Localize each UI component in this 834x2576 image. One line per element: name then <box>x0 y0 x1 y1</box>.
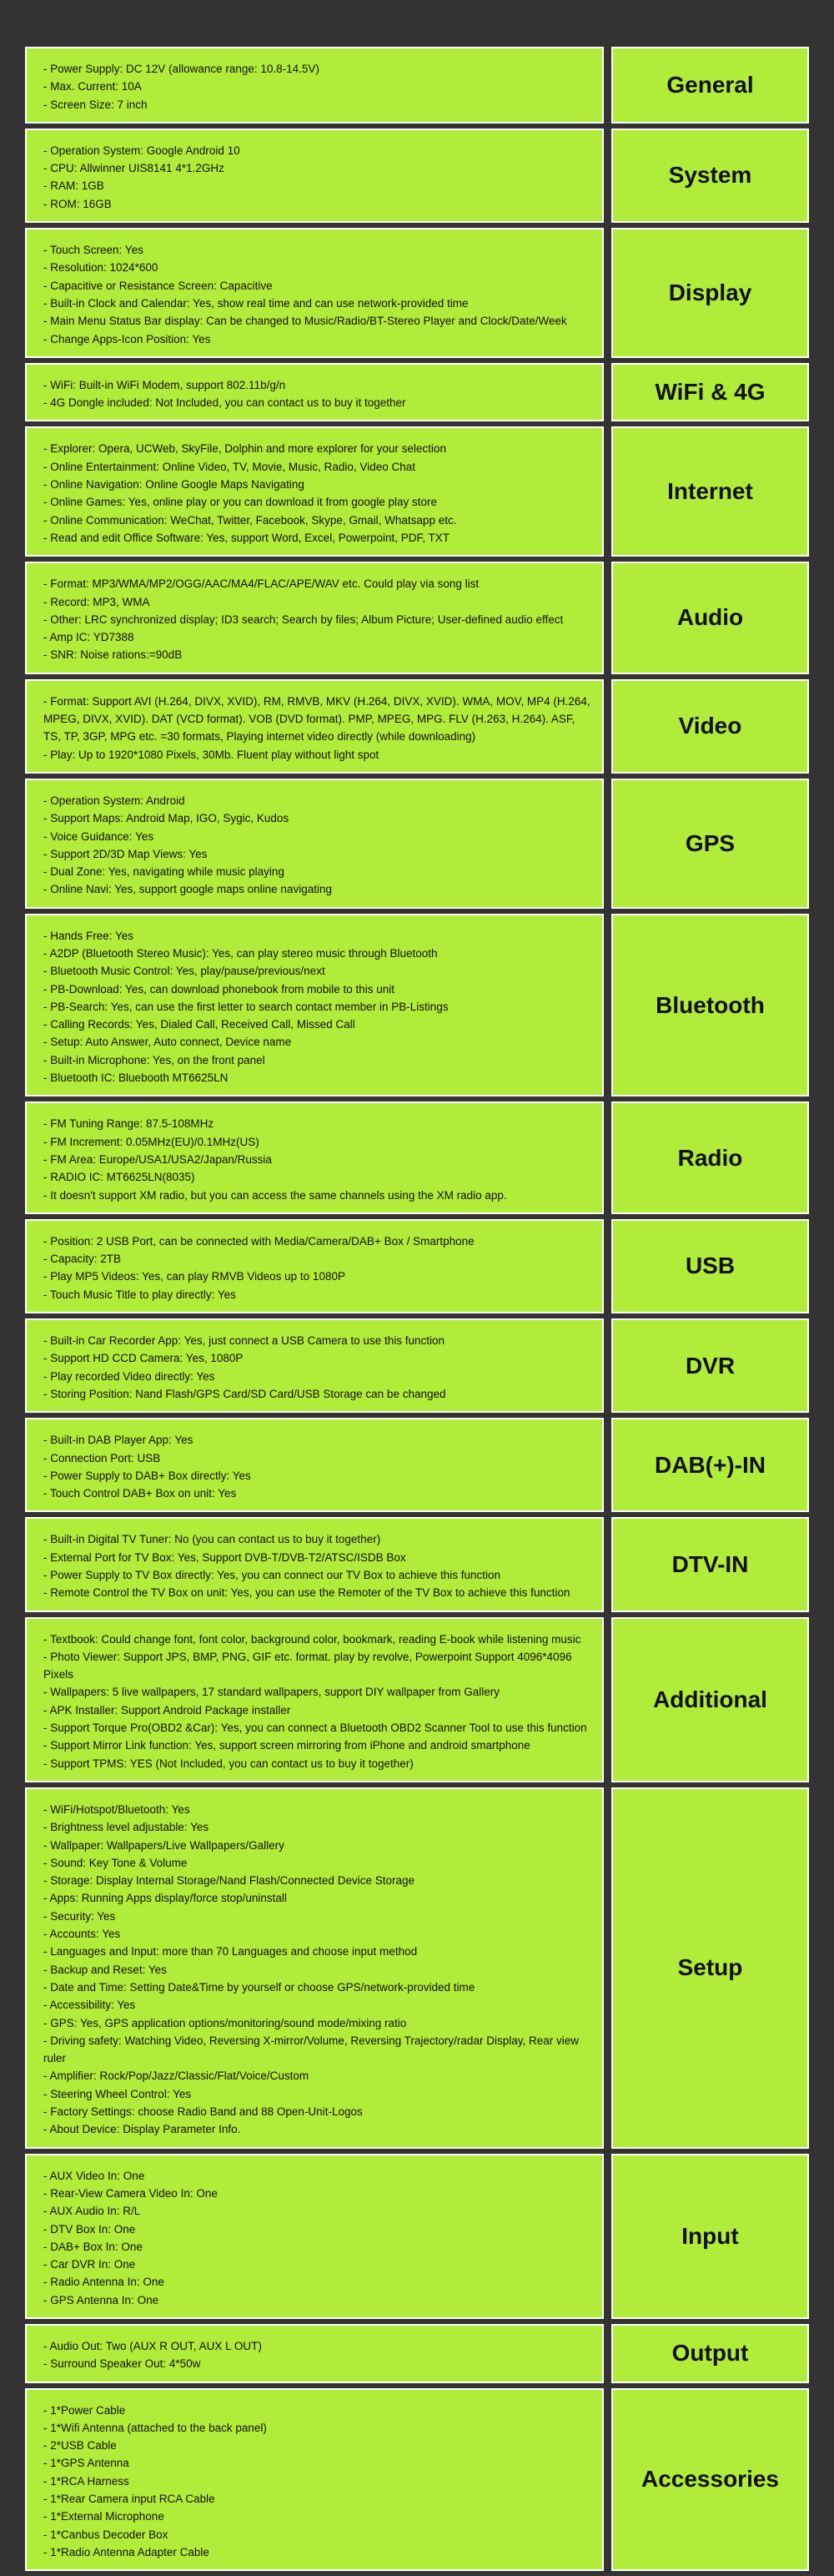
spec-line: - A2DP (Bluetooth Stereo Music): Yes, can play stereo music through Bluetooth <box>43 946 438 960</box>
spec-line: - 1*Radio Antenna Adapter Cable <box>43 2545 209 2558</box>
section-title: Additional <box>611 1617 809 1782</box>
spec-line: - 1*External Microphone <box>43 2510 164 2523</box>
spec-line: - Touch Screen: Yes <box>43 244 143 257</box>
section-title: GPS <box>611 779 809 909</box>
spec-line: - Radio Antenna In: One <box>43 2276 164 2289</box>
section-title: Accessories <box>611 2388 809 2572</box>
spec-line: - Record: MP3, WMA <box>43 595 150 608</box>
spec-line: - Security: Yes <box>43 1909 116 1923</box>
spec-line: - Car DVR In: One <box>43 2258 136 2271</box>
spec-line: - Support TPMS: YES (Not Included, you can contact us to buy it together) <box>43 1757 414 1770</box>
section-title: Audio <box>611 562 809 673</box>
spec-section <box>25 679 809 774</box>
spec-list <box>25 426 604 557</box>
spec-line: - Sound: Key Tone & Volume <box>43 1856 188 1869</box>
spec-line: - Format: MP3/WMA/MP2/OGG/AAC/MA4/FLAC/APE/WAV etc. Could play via song list <box>43 577 480 591</box>
spec-line: - 1*Canbus Decoder Box <box>43 2528 168 2541</box>
spec-section <box>25 2388 809 2572</box>
spec-line: - AUX Video In: One <box>43 2169 145 2182</box>
spec-line: - Brightness level adjustable: Yes <box>43 1821 209 1834</box>
section-title: DAB(+)-IN <box>611 1418 809 1512</box>
spec-line: - Support Maps: Android Map, IGO, Sygic, Kudos <box>43 812 289 825</box>
spec-list <box>25 1219 604 1313</box>
spec-section <box>25 914 809 1097</box>
spec-list <box>25 679 604 774</box>
spec-line: - Support Torque Pro(OBD2 &Car): Yes, you can connect a Bluetooth OBD2 Scanner Tool to use this function <box>43 1722 587 1735</box>
spec-line: - Operation System: Google Android 10 <box>43 144 240 157</box>
spec-line: - Wallpapers: 5 live wallpapers, 17 standard wallpapers, support DIY wallpaper from Gallery <box>43 1686 500 1699</box>
section-title: System <box>611 129 809 223</box>
spec-line: - Operation System: Android <box>43 794 185 807</box>
spec-line: - Play: Up to 1920*1080 Pixels, 30Mb. Fluent play without light spot <box>43 748 379 761</box>
section-title: Display <box>611 228 809 358</box>
spec-line: - WiFi/Hotspot/Bluetooth: Yes <box>43 1802 190 1816</box>
spec-list <box>25 363 604 422</box>
spec-line: - Online Communication: WeChat, Twitter, Facebook, Skype, Gmail, Whatsapp etc. <box>43 513 457 527</box>
spec-line: - Bluetooth Music Control: Yes, play/pause/previous/next <box>43 965 325 978</box>
spec-line: - PB-Search: Yes, can use the first letter to search contact member in PB-Listings <box>43 1000 449 1013</box>
spec-line: - Apps: Running Apps display/force stop/uninstall <box>43 1892 287 1905</box>
spec-line: - Other: LRC synchronized display; ID3 search; Search by files; Album Picture; User-defined audio effect <box>43 612 564 626</box>
spec-line: - Online Navigation: Online Google Maps Navigating <box>43 478 304 492</box>
spec-line: - Change Apps-Icon Position: Yes <box>43 332 211 345</box>
spec-line: - Position: 2 USB Port, can be connected with Media/Camera/DAB+ Box / Smartphone <box>43 1234 475 1248</box>
spec-line: - Screen Size: 7 inch <box>43 98 148 111</box>
spec-line: - Storing Position: Nand Flash/GPS Card/SD Card/USB Storage can be changed <box>43 1387 446 1400</box>
spec-section <box>25 1617 809 1782</box>
spec-line: - DTV Box In: One <box>43 2222 136 2236</box>
spec-line: - 1*GPS Antenna <box>43 2457 129 2470</box>
spec-sheet <box>25 47 809 2576</box>
section-title: WiFi & 4G <box>611 363 809 422</box>
spec-list <box>25 47 604 124</box>
spec-line: - 2*USB Cable <box>43 2439 117 2452</box>
spec-line: - Explorer: Opera, UCWeb, SkyFile, Dolphin and more explorer for your selection <box>43 442 446 456</box>
spec-line: - FM Increment: 0.05MHz(EU)/0.1MHz(US) <box>43 1135 259 1148</box>
spec-line: - Support HD CCD Camera: Yes, 1080P <box>43 1352 244 1365</box>
spec-line: - RAM: 1GB <box>43 179 104 193</box>
spec-line: - About Device: Display Parameter Info. <box>43 2123 241 2136</box>
spec-line: - Wallpaper: Wallpapers/Live Wallpapers/Gallery <box>43 1838 284 1852</box>
spec-section <box>25 129 809 223</box>
spec-line: - Audio Out: Two (AUX R OUT, AUX L OUT) <box>43 2339 262 2352</box>
spec-section <box>25 1418 809 1512</box>
spec-section <box>25 1787 809 2149</box>
spec-line: - Connection Port: USB <box>43 1451 161 1464</box>
spec-line: - Rear-View Camera Video In: One <box>43 2186 218 2200</box>
section-title: Output <box>611 2324 809 2383</box>
spec-line: - Steering Wheel Control: Yes <box>43 2087 192 2100</box>
spec-list <box>25 1617 604 1782</box>
spec-line: - Bluetooth IC: Bluebooth MT6625LN <box>43 1071 229 1085</box>
section-title: Setup <box>611 1787 809 2149</box>
spec-line: - Built-in Microphone: Yes, on the front panel <box>43 1053 265 1066</box>
section-title: DVR <box>611 1318 809 1413</box>
spec-section <box>25 779 809 909</box>
spec-line: - Built-in Digital TV Tuner: No (you can contact us to buy it together) <box>43 1533 381 1546</box>
spec-list <box>25 1517 604 1611</box>
spec-line: - Factory Settings: choose Radio Band and 88 Open-Unit-Logos <box>43 2105 363 2119</box>
spec-line: - Accessibility: Yes <box>43 1999 136 2012</box>
spec-line: - Date and Time: Setting Date&Time by yourself or choose GPS/network-provided time <box>43 1980 475 1994</box>
spec-line: - Capacitive or Resistance Screen: Capacitive <box>43 279 273 292</box>
spec-line: - Voice Guidance: Yes <box>43 829 154 843</box>
spec-line: - It doesn't support XM radio, but you can access the same channels using the XM radio app. <box>43 1188 507 1202</box>
spec-line: - Surround Speaker Out: 4*50w <box>43 2357 201 2371</box>
spec-line: - Storage: Display Internal Storage/Nand Flash/Connected Device Storage <box>43 1874 414 1888</box>
spec-line: - Power Supply to DAB+ Box directly: Yes <box>43 1469 251 1482</box>
spec-line: - Touch Music Title to play directly: Yes <box>43 1288 236 1301</box>
spec-line: - Setup: Auto Answer, Auto connect, Device name <box>43 1036 292 1049</box>
spec-line: - Textbook: Could change font, font color, background color, bookmark, reading E-book while listening music <box>43 1632 581 1646</box>
spec-line: - Accounts: Yes <box>43 1928 121 1941</box>
spec-line: - PB-Download: Yes, can download phonebook from mobile to this unit <box>43 982 395 996</box>
spec-line: - WiFi: Built-in WiFi Modem, support 802.11b/g/n <box>43 378 286 391</box>
spec-line: - External Port for TV Box: Yes, Support DVB-T/DVB-T2/ATSC/ISDB Box <box>43 1550 406 1564</box>
spec-section <box>25 562 809 673</box>
section-title: Radio <box>611 1101 809 1213</box>
spec-line: - Capacity: 2TB <box>43 1253 122 1266</box>
section-title: General <box>611 47 809 124</box>
spec-section <box>25 1318 809 1413</box>
spec-list <box>25 2324 604 2383</box>
spec-line: - 1*RCA Harness <box>43 2474 129 2488</box>
spec-list <box>25 1101 604 1213</box>
spec-line: - Play MP5 Videos: Yes, can play RMVB Videos up to 1080P <box>43 1270 345 1283</box>
spec-line: - Photo Viewer: Support JPS, BMP, PNG, GIF etc. format. play by revolve, Powerpoint Support 4096*4096 Pixels <box>43 1650 572 1681</box>
section-title: USB <box>611 1219 809 1313</box>
spec-line: - Power Supply: DC 12V (allowance range: 10.8-14.5V) <box>43 63 319 75</box>
spec-line: - Play recorded Video directly: Yes <box>43 1369 215 1383</box>
spec-section <box>25 228 809 358</box>
spec-line: - Touch Control DAB+ Box on unit: Yes <box>43 1487 237 1500</box>
spec-line: - Amplifier: Rock/Pop/Jazz/Classic/Flat/Voice/Custom <box>43 2069 309 2083</box>
spec-line: - Resolution: 1024*600 <box>43 261 158 275</box>
section-title: DTV-IN <box>611 1517 809 1611</box>
spec-line: - Hands Free: Yes <box>43 929 134 942</box>
spec-line: - Support 2D/3D Map Views: Yes <box>43 847 208 860</box>
spec-line: - Backup and Reset: Yes <box>43 1963 167 1976</box>
spec-list <box>25 1787 604 2149</box>
section-title: Video <box>611 679 809 774</box>
spec-line: - DAB+ Box In: One <box>43 2240 143 2253</box>
spec-section <box>25 363 809 422</box>
spec-line: - Support Mirror Link function: Yes, support screen mirroring from iPhone and android smartphone <box>43 1739 530 1752</box>
spec-line: - 4G Dongle included: Not Included, you can contact us to buy it together <box>43 396 406 410</box>
spec-line: - GPS Antenna In: One <box>43 2293 159 2306</box>
spec-line: - Calling Records: Yes, Dialed Call, Received Call, Missed Call <box>43 1018 355 1031</box>
spec-line: - ROM: 16GB <box>43 197 112 210</box>
spec-line: - 1*Wifi Antenna (attached to the back panel) <box>43 2421 267 2434</box>
spec-section <box>25 2324 809 2383</box>
spec-line: - APK Installer: Support Android Package installer <box>43 1703 291 1716</box>
spec-line: - AUX Audio In: R/L <box>43 2205 141 2218</box>
spec-list <box>25 228 604 358</box>
spec-line: - Built-in Clock and Calendar: Yes, show real time and can use network-provided time <box>43 296 469 310</box>
spec-line: - FM Tuning Range: 87.5-108MHz <box>43 1117 214 1131</box>
spec-list <box>25 2154 604 2319</box>
spec-list <box>25 129 604 223</box>
spec-line: - GPS: Yes, GPS application options/monitoring/sound mode/mixing ratio <box>43 2016 407 2029</box>
section-title: Internet <box>611 426 809 557</box>
spec-line: - SNR: Noise rations:=90dB <box>43 648 183 662</box>
spec-list <box>25 1418 604 1512</box>
spec-line: - RADIO IC: MT6625LN(8035) <box>43 1171 195 1184</box>
spec-section <box>25 1101 809 1213</box>
spec-section <box>25 47 809 124</box>
spec-line: - Dual Zone: Yes, navigating while music playing <box>43 865 284 879</box>
spec-line: - Online Navi: Yes, support google maps online navigating <box>43 883 332 896</box>
spec-line: - Format: Support AVI (H.264, DIVX, XVID), RM, RMVB, MKV (H.264, DIVX, XVID). WMA, MOV, MP4 (H.264, MPEG, DIVX, XVID). DAT (VCD format). VOB (DVD format). PMP, MPEG, MPG. FLV (H.263, H.264). ASF, TS, TP, 3GP, MPG etc. =30 formats, Playing internet video directly (while downloading) <box>43 694 590 744</box>
spec-list <box>25 779 604 909</box>
spec-line: - Read and edit Office Software: Yes, support Word, Excel, Powerpoint, PDF, TXT <box>43 531 450 544</box>
spec-line: - Online Entertainment: Online Video, TV, Movie, Music, Radio, Video Chat <box>43 460 415 473</box>
spec-line: - CPU: Allwinner UIS8141 4*1.2GHz <box>43 162 224 175</box>
spec-line: - Online Games: Yes, online play or you can download it from google play store <box>43 496 438 509</box>
spec-line: - Amp IC: YD7388 <box>43 631 134 644</box>
spec-line: - FM Area: Europe/USA1/USA2/Japan/Russia <box>43 1152 272 1166</box>
spec-line: - Built-in Car Recorder App: Yes, just connect a USB Camera to use this function <box>43 1334 445 1348</box>
spec-list <box>25 2388 604 2572</box>
spec-section <box>25 1517 809 1611</box>
spec-section <box>25 1219 809 1313</box>
spec-line: - Remote Control the TV Box on unit: Yes, you can use the Remoter of the TV Box to achieve this function <box>43 1586 570 1600</box>
spec-line: - Power Supply to TV Box directly: Yes, you can connect our TV Box to achieve this function <box>43 1569 501 1581</box>
spec-line: - Driving safety: Watching Video, Reversing X-mirror/Volume, Reversing Trajectory/radar Display, Rear view ruler <box>43 2034 579 2065</box>
spec-section <box>25 426 809 557</box>
spec-section <box>25 2154 809 2319</box>
section-title: Bluetooth <box>611 914 809 1097</box>
spec-line: - 1*Power Cable <box>43 2403 126 2417</box>
spec-list <box>25 562 604 673</box>
spec-line: - Max. Current: 10A <box>43 80 142 93</box>
spec-line: - Main Menu Status Bar display: Can be changed to Music/Radio/BT-Stereo Player and Clock/Date/Week <box>43 315 567 328</box>
spec-line: - Built-in DAB Player App: Yes <box>43 1434 193 1447</box>
spec-line: - 1*Rear Camera input RCA Cable <box>43 2493 215 2506</box>
spec-line: - Languages and Input: more than 70 Languages and choose input method <box>43 1945 418 1958</box>
spec-list <box>25 914 604 1097</box>
spec-list <box>25 1318 604 1413</box>
section-title: Input <box>611 2154 809 2319</box>
